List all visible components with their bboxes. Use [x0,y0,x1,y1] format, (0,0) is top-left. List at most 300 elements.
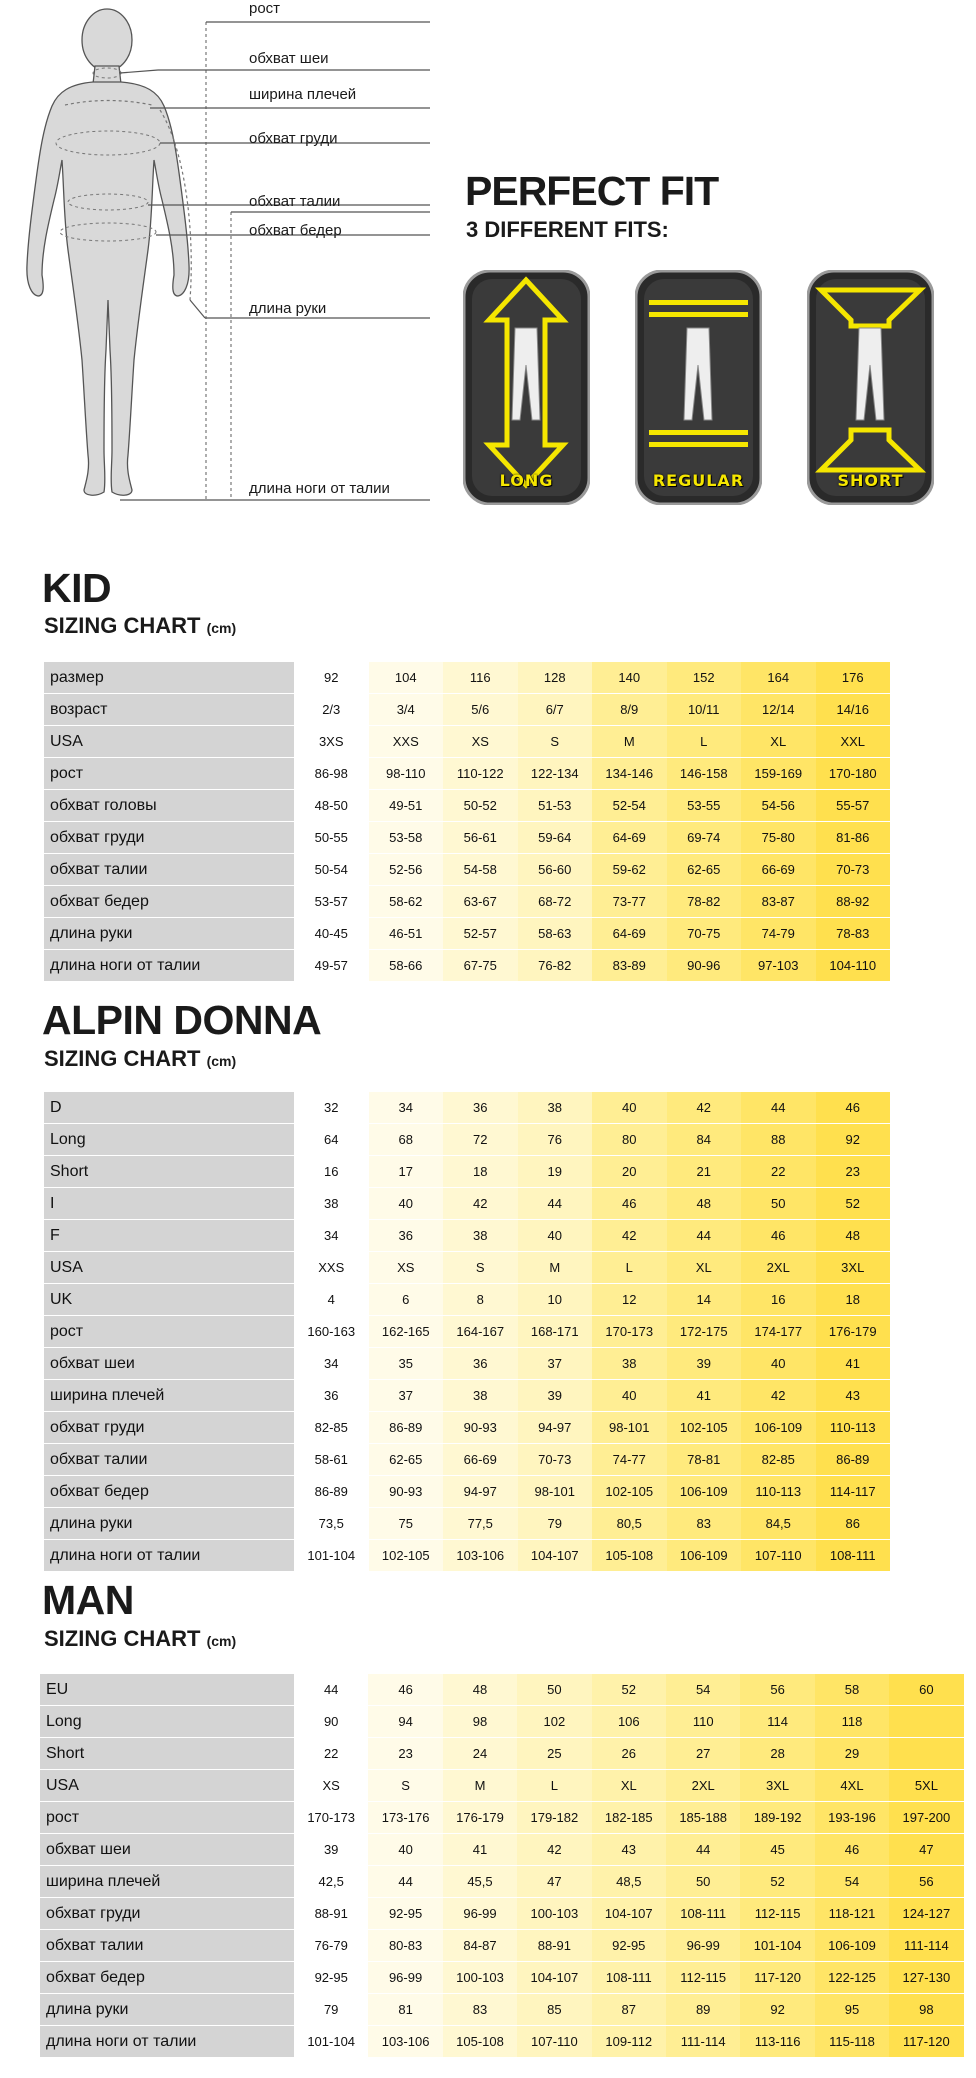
table-cell: 162-165 [369,1316,444,1347]
table-cell: 50-52 [443,790,518,821]
table-cell: 97-103 [741,950,816,981]
table-cell: 58-62 [369,886,444,917]
table-cell: 101-104 [294,2026,368,2057]
table-cell: 27 [666,1738,740,1769]
table-row [40,1834,964,1866]
table-cell: 179-182 [517,1802,591,1833]
table-cell: 98 [443,1706,517,1737]
table-cell: 102 [517,1706,591,1737]
table-cell: 90-93 [369,1476,444,1507]
table-cell: 64-69 [592,822,667,853]
table-cell: 8 [443,1284,518,1315]
table-cell: 96-99 [368,1962,442,1993]
table-cell: XL [592,1770,666,1801]
table-cell: 104-110 [816,950,891,981]
row-divider [44,981,890,982]
table-cell: 84-87 [443,1930,517,1961]
table-cell: 18 [816,1284,891,1315]
table-cell: 124-127 [889,1898,963,1929]
alpin-donna-subtitle [44,1046,236,1072]
table-cell: 75-80 [741,822,816,853]
row-label: USA [44,1252,294,1283]
table-cell [889,1706,963,1737]
table-row [40,1802,964,1834]
alpin-donna-title: ALPIN DONNA [42,997,322,1043]
table-cell: 50 [517,1674,591,1705]
table-cell: 35 [369,1348,444,1379]
row-divider [44,1571,890,1572]
perfect-fit-subtitle: 3 DIFFERENT FITS: [466,217,669,242]
man-title: MAN [42,1577,134,1623]
table-cell: 185-188 [666,1802,740,1833]
table-cell: 74-79 [741,918,816,949]
table-row [40,1994,964,2026]
table-cell: 14 [667,1284,742,1315]
table-cell: 159-169 [741,758,816,789]
table-cell: 53-55 [667,790,742,821]
table-cell: 42 [667,1092,742,1123]
row-label: Short [40,1738,294,1769]
table-cell: 50 [666,1866,740,1897]
table-cell: 10/11 [667,694,742,725]
kid-subtitle-text: SIZING CHART [44,613,201,638]
table-cell: 49-57 [294,950,369,981]
table-cell: 48 [667,1188,742,1219]
table-cell: 110 [666,1706,740,1737]
row-label: длина ноги от талии [40,2026,294,2057]
man-unit: (cm) [206,1633,237,1649]
table-cell: 47 [889,1834,963,1865]
table-cell: 62-65 [667,854,742,885]
table-cell: 106-109 [667,1476,742,1507]
table-row [44,1348,890,1380]
table-row [44,918,890,950]
table-cell: 72 [443,1124,518,1155]
short-fit-icon [807,270,934,505]
table-cell: 86-89 [369,1412,444,1443]
table-cell: 54-58 [443,854,518,885]
table-row [44,1380,890,1412]
table-cell: 103-106 [368,2026,442,2057]
table-cell: 107-110 [741,1540,816,1571]
table-cell: 18 [443,1156,518,1187]
row-label: длина ноги от талии [44,1540,294,1571]
table-cell: 36 [443,1348,518,1379]
table-cell: 92 [294,662,369,693]
table-row [40,1674,964,1706]
table-cell: XL [741,726,816,757]
table-cell: 48-50 [294,790,369,821]
table-cell: 82-85 [741,1444,816,1475]
row-label: обхват талии [44,854,294,885]
table-cell: 48 [443,1674,517,1705]
row-label: рост [44,1316,294,1347]
human-silhouette-diagram [0,0,460,510]
table-cell: 134-146 [592,758,667,789]
table-cell: 85 [517,1994,591,2025]
table-row [44,1252,890,1284]
row-label: Long [44,1124,294,1155]
table-cell: 37 [518,1348,593,1379]
measure-label-leg-length: длина ноги от талии [249,480,390,497]
table-cell: 98-101 [592,1412,667,1443]
table-cell: 98 [889,1994,963,2025]
row-label: обхват талии [44,1444,294,1475]
table-row [44,726,890,758]
row-label: длина руки [44,918,294,949]
table-cell: 54 [666,1674,740,1705]
table-cell: 39 [667,1348,742,1379]
table-cell: 45 [740,1834,814,1865]
table-cell: 6/7 [518,694,593,725]
table-cell: 176-179 [816,1316,891,1347]
table-cell: 94-97 [443,1476,518,1507]
table-cell: 170-180 [816,758,891,789]
table-cell: 5XL [889,1770,963,1801]
row-label: обхват бедер [44,886,294,917]
table-cell: 73-77 [592,886,667,917]
table-cell: 52-54 [592,790,667,821]
row-label: обхват головы [44,790,294,821]
table-cell: 88-91 [517,1930,591,1961]
table-cell: 52-56 [369,854,444,885]
table-cell: 26 [592,1738,666,1769]
regular-fit-icon [635,270,762,505]
table-cell: 43 [816,1380,891,1411]
table-cell: L [592,1252,667,1283]
row-label: длина руки [44,1508,294,1539]
table-cell: 48,5 [592,1866,666,1897]
alpin-donna-unit: (cm) [206,1053,237,1069]
measure-label-chest: обхват груди [249,130,338,147]
table-cell: 58 [815,1674,889,1705]
row-label: обхват груди [44,822,294,853]
table-row [44,1444,890,1476]
long-fit-icon [463,270,590,505]
table-cell: 4 [294,1284,369,1315]
table-cell: 96-99 [666,1930,740,1961]
table-cell: 193-196 [815,1802,889,1833]
table-cell: 92-95 [368,1898,442,1929]
table-cell: 105-108 [443,2026,517,2057]
table-cell: 44 [667,1220,742,1251]
table-cell: 113-116 [740,2026,814,2057]
table-cell: 118 [815,1706,889,1737]
table-cell: 10 [518,1284,593,1315]
table-cell: 73,5 [294,1508,369,1539]
row-label: I [44,1188,294,1219]
table-cell: 80 [592,1124,667,1155]
table-cell: 3XS [294,726,369,757]
table-cell: 22 [741,1156,816,1187]
table-cell: 105-108 [592,1540,667,1571]
table-cell: L [667,726,742,757]
table-cell: 42,5 [294,1866,368,1897]
table-cell: 96-99 [443,1898,517,1929]
row-label: ширина плечей [44,1380,294,1411]
table-cell: 106-109 [741,1412,816,1443]
table-cell: 103-106 [443,1540,518,1571]
table-cell: 140 [592,662,667,693]
table-cell: 70-75 [667,918,742,949]
table-row [44,1412,890,1444]
table-cell: 40 [592,1092,667,1123]
table-cell: 76 [518,1124,593,1155]
row-label: обхват талии [40,1930,294,1961]
table-cell: 90 [294,1706,368,1737]
kid-title: KID [42,565,112,611]
row-label: длина ноги от талии [44,950,294,981]
table-cell: 127-130 [889,1962,963,1993]
table-cell: 32 [294,1092,369,1123]
table-cell: 182-185 [592,1802,666,1833]
table-row [40,1930,964,1962]
table-cell: 70-73 [816,854,891,885]
table-cell: 44 [518,1188,593,1219]
table-cell: 104-107 [592,1898,666,1929]
table-row [44,1540,890,1572]
table-cell: 98-110 [369,758,444,789]
table-row [40,1770,964,1802]
table-cell: 36 [443,1092,518,1123]
table-row [44,854,890,886]
table-cell: 170-173 [294,1802,368,1833]
table-cell: 86-89 [816,1444,891,1475]
table-cell: 110-122 [443,758,518,789]
table-cell: 78-82 [667,886,742,917]
table-cell: 170-173 [592,1316,667,1347]
table-cell: 38 [294,1188,369,1219]
table-cell: 118-121 [815,1898,889,1929]
table-cell: 44 [666,1834,740,1865]
table-cell: 58-63 [518,918,593,949]
table-cell: 22 [294,1738,368,1769]
table-cell: 44 [294,1674,368,1705]
table-cell: 86-98 [294,758,369,789]
table-row [44,1220,890,1252]
table-cell: M [518,1252,593,1283]
table-cell: 40 [368,1834,442,1865]
table-cell: 40 [369,1188,444,1219]
table-cell: S [518,726,593,757]
table-cell: 40-45 [294,918,369,949]
table-cell: 46 [592,1188,667,1219]
table-cell: 79 [294,1994,368,2025]
table-cell: 41 [816,1348,891,1379]
measure-label-neck: обхват шеи [249,50,329,67]
table-cell: XXS [294,1252,369,1283]
table-cell: 23 [816,1156,891,1187]
table-row [44,1316,890,1348]
table-cell: 108-111 [816,1540,891,1571]
table-cell: 38 [592,1348,667,1379]
table-cell: 3XL [740,1770,814,1801]
row-label: обхват шеи [44,1348,294,1379]
row-label: обхват бедер [40,1962,294,1993]
table-row [44,1092,890,1124]
row-label: размер [44,662,294,693]
table-cell: 21 [667,1156,742,1187]
table-cell: 40 [518,1220,593,1251]
row-label: Long [40,1706,294,1737]
table-cell: 43 [592,1834,666,1865]
table-cell: 82-85 [294,1412,369,1443]
table-cell: 52 [592,1674,666,1705]
table-cell: 94 [368,1706,442,1737]
table-cell: 164-167 [443,1316,518,1347]
table-cell: 101-104 [740,1930,814,1961]
table-cell: 88-91 [294,1898,368,1929]
table-cell: 46 [741,1220,816,1251]
table-cell: 110-113 [741,1476,816,1507]
measure-label-height: рост [249,0,281,17]
table-row [44,886,890,918]
table-cell: 53-57 [294,886,369,917]
table-cell: 44 [368,1866,442,1897]
table-cell: 52 [740,1866,814,1897]
table-cell: 2XL [741,1252,816,1283]
row-label: обхват шеи [40,1834,294,1865]
measure-label-arm-length: длина руки [249,300,327,317]
table-cell: 74-77 [592,1444,667,1475]
table-cell: 67-75 [443,950,518,981]
table-cell: 63-67 [443,886,518,917]
table-cell: 54 [815,1866,889,1897]
table-cell: 112-115 [666,1962,740,1993]
table-cell: 106 [592,1706,666,1737]
table-cell: 110-113 [816,1412,891,1443]
measure-label-hips: обхват бедер [249,222,342,239]
table-cell: 52-57 [443,918,518,949]
table-cell: 92-95 [592,1930,666,1961]
table-cell: 168-171 [518,1316,593,1347]
table-cell: 25 [517,1738,591,1769]
table-cell: 50-55 [294,822,369,853]
row-label: D [44,1092,294,1123]
table-cell: 80-83 [368,1930,442,1961]
table-cell: 62-65 [369,1444,444,1475]
fit-label-short: SHORT [837,471,904,490]
table-cell: 78-83 [816,918,891,949]
table-cell: 189-192 [740,1802,814,1833]
table-cell: 84,5 [741,1508,816,1539]
table-cell: 92 [740,1994,814,2025]
table-cell: 28 [740,1738,814,1769]
table-cell [889,1738,963,1769]
perfect-fit-title: PERFECT FIT [465,168,719,214]
table-cell: 197-200 [889,1802,963,1833]
kid-subtitle [44,613,236,639]
table-cell: XS [294,1770,368,1801]
table-cell: 3/4 [369,694,444,725]
row-label: длина руки [40,1994,294,2025]
table-cell: 174-177 [741,1316,816,1347]
table-cell: 70-73 [518,1444,593,1475]
table-cell: 76-82 [518,950,593,981]
table-cell: 45,5 [443,1866,517,1897]
table-cell: 34 [294,1348,369,1379]
table-cell: 87 [592,1994,666,2025]
table-cell: 122-134 [518,758,593,789]
table-cell: 23 [368,1738,442,1769]
table-row [44,950,890,982]
table-cell: 59-62 [592,854,667,885]
table-cell: 117-120 [889,2026,963,2057]
table-cell: 6 [369,1284,444,1315]
table-cell: 53-58 [369,822,444,853]
alpin-donna-sizing-table [44,1092,890,1572]
table-cell: 76-79 [294,1930,368,1961]
table-cell: 84 [667,1124,742,1155]
fit-card-regular [635,270,762,505]
table-cell: 100-103 [517,1898,591,1929]
table-cell: 92 [816,1124,891,1155]
table-cell: 80,5 [592,1508,667,1539]
table-cell: 68 [369,1124,444,1155]
table-cell: 19 [518,1156,593,1187]
fit-card-short [807,270,934,505]
kid-unit: (cm) [206,620,237,636]
table-cell: 164 [741,662,816,693]
table-cell: 5/6 [443,694,518,725]
table-cell: 50 [741,1188,816,1219]
table-cell: 34 [294,1220,369,1251]
table-cell: 48 [816,1220,891,1251]
table-row [44,1124,890,1156]
table-cell: 102-105 [667,1412,742,1443]
table-cell: 176-179 [443,1802,517,1833]
table-cell: 29 [815,1738,889,1769]
table-cell: 64-69 [592,918,667,949]
table-cell: 108-111 [592,1962,666,1993]
table-cell: 56 [889,1866,963,1897]
table-cell: 79 [518,1508,593,1539]
table-cell: 39 [294,1834,368,1865]
table-cell: 58-66 [369,950,444,981]
row-label: USA [44,726,294,757]
table-cell: 54-56 [741,790,816,821]
table-cell: 88-92 [816,886,891,917]
table-cell: S [443,1252,518,1283]
fit-label-long: LONG [499,471,554,490]
alpin-donna-subtitle-text: SIZING CHART [44,1046,201,1071]
table-cell: 75 [369,1508,444,1539]
table-cell: 64 [294,1124,369,1155]
row-label: обхват груди [44,1412,294,1443]
row-label: UK [44,1284,294,1315]
table-cell: 116 [443,662,518,693]
table-cell: 60 [889,1674,963,1705]
table-cell: 56-60 [518,854,593,885]
table-cell: 58-61 [294,1444,369,1475]
table-cell: 17 [369,1156,444,1187]
table-cell: 83 [667,1508,742,1539]
body-measurement-figure [0,0,460,510]
table-cell: 114-117 [816,1476,891,1507]
table-cell: 44 [741,1092,816,1123]
table-cell: 172-175 [667,1316,742,1347]
table-cell: 38 [518,1092,593,1123]
table-row [44,758,890,790]
table-cell: 2/3 [294,694,369,725]
table-cell: 38 [443,1220,518,1251]
man-sizing-table [40,1674,964,2058]
row-label: USA [40,1770,294,1801]
table-cell: 86 [816,1508,891,1539]
table-cell: 101-104 [294,1540,369,1571]
table-cell: 34 [369,1092,444,1123]
measure-label-shoulders: ширина плечей [249,86,357,103]
